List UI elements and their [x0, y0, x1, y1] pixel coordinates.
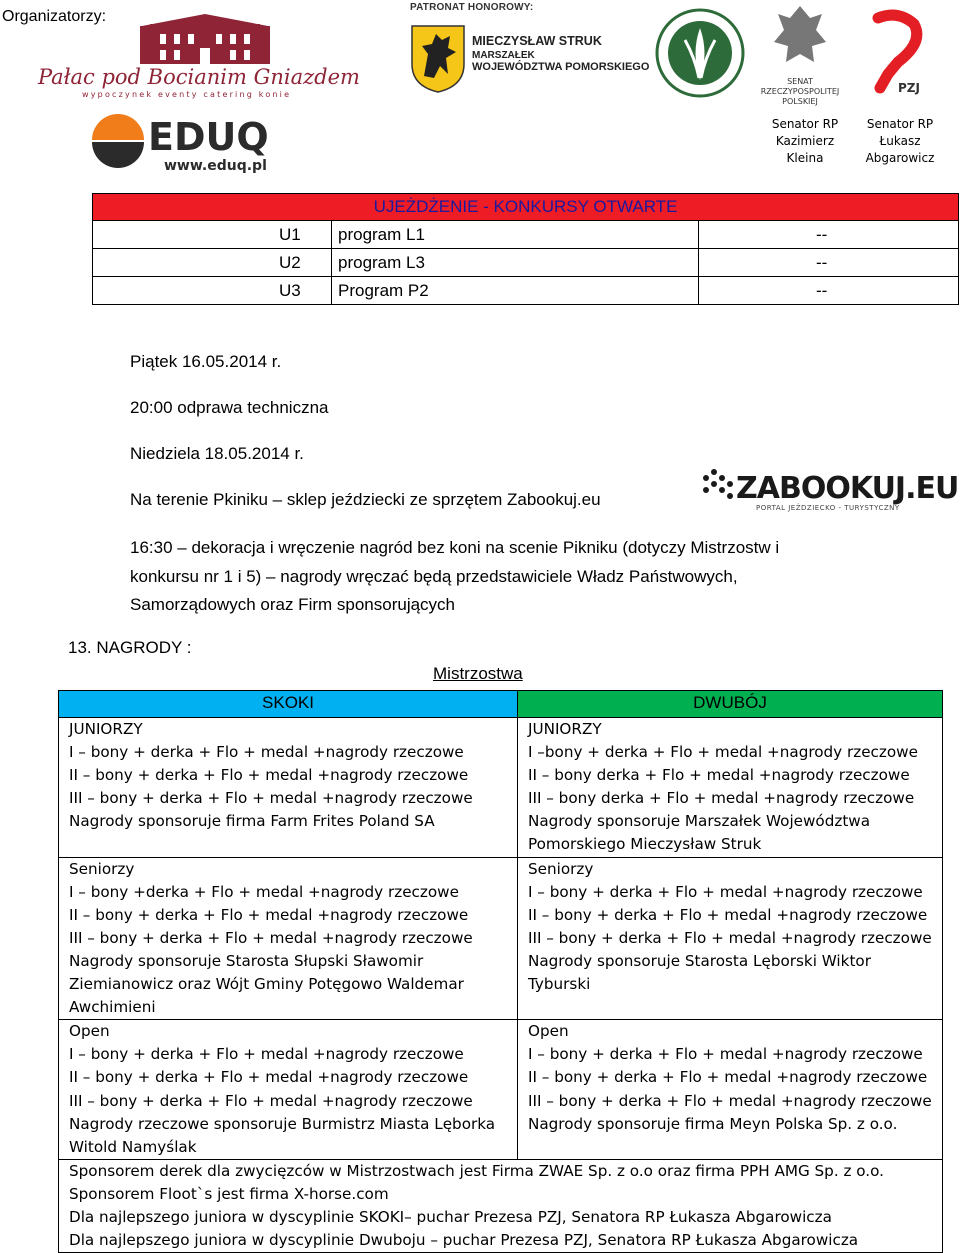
prize-line: III – bony + derka + Flo + medal +nagrody rzeczowe [69, 1091, 473, 1110]
prize-line: JUNIORZY [69, 720, 143, 738]
eduq-logo [88, 104, 268, 180]
zabookuj-tagline: PORTAL JEŹDZIECKO - TURYSTYCZNY [756, 504, 900, 512]
skoki-header: SKOKI [59, 691, 518, 718]
sunday-date: Niedziela 18.05.2014 r. [130, 444, 304, 463]
prize-line: II – bony + derka + Flo + medal +nagrody rzeczowe [69, 1068, 469, 1087]
technical-briefing: 20:00 odprawa techniczna [130, 398, 329, 417]
sponsors-footer-cell [59, 1159, 943, 1252]
senat-text-3: POLSKIEJ [782, 97, 818, 106]
senat-logo [760, 2, 840, 106]
senator-abgarowicz [850, 116, 950, 167]
prize-line: III – bony + derka + Flo + medal +nagrody rzeczowe [528, 1091, 932, 1110]
dwuboj-seniors-cell [518, 857, 943, 1020]
palac-logo [30, 10, 360, 100]
dressage-title: UJEŻDŻENIE - KONKURSY OTWARTE [93, 194, 959, 221]
championship-label: Mistrzostwa [433, 664, 523, 683]
pzj-text: PZJ [898, 81, 920, 95]
dwuboj-header: DWUBÓJ [518, 691, 943, 718]
dressage-code: U1 [93, 221, 332, 249]
table-row [59, 1020, 943, 1160]
patronat-label: PATRONAT HONOROWY: [410, 2, 534, 13]
table-row [59, 718, 943, 858]
palac-tagline: wypoczynek eventy catering konie [82, 90, 292, 99]
prize-line: Nagrody sponsoruje Starosta Słupski Sławomir [69, 951, 424, 970]
dressage-value: -- [699, 249, 959, 277]
prize-line: JUNIORZY [528, 720, 602, 738]
skoki-juniors-cell [59, 718, 518, 858]
prize-line: III – bony derka + Flo + medal +nagrody rzeczowe [528, 789, 915, 808]
sponsor-line: Sponsorem Floot`s jest firma X-horse.com [69, 1184, 389, 1203]
prize-line: I – bony + derka + Flo + medal +nagrody rzeczowe [528, 882, 923, 901]
prize-line: Awchimieni [69, 998, 156, 1017]
ceremony-info [130, 534, 890, 620]
prize-line: II – bony + derka + Flo + medal +nagrody rzeczowe [528, 1068, 928, 1087]
dressage-program: program L3 [332, 249, 699, 277]
prize-line: Seniorzy [69, 859, 135, 878]
pzj-logo [868, 10, 928, 94]
prize-line: Tyburski [528, 975, 591, 994]
dressage-program: Program P2 [332, 277, 699, 305]
senator-1-name: Kazimierz Kleina [775, 134, 835, 165]
senator-2-title: Senator RP [866, 117, 934, 131]
dressage-value: -- [699, 277, 959, 305]
organizers-label: Organizatorzy: [2, 8, 107, 25]
table-row [93, 277, 959, 305]
dressage-table [92, 193, 959, 305]
prize-line: III – bony + derka + Flo + medal +nagrody rzeczowe [69, 789, 473, 808]
dressage-code: U3 [93, 277, 332, 305]
dressage-value: -- [699, 221, 959, 249]
skoki-open-cell [59, 1020, 518, 1160]
prize-line: II – bony derka + Flo + medal +nagrody rzeczowe [528, 766, 910, 785]
prize-line: Open [528, 1022, 569, 1041]
shop-info: Na terenie Pkiniku – sklep jeździecki ze sprzętem Zabookuj.eu [130, 490, 601, 509]
prize-line: II – bony + derka + Flo + medal +nagrody rzeczowe [69, 766, 469, 785]
table-row [93, 221, 959, 249]
senat-text-1: SENAT [787, 77, 813, 86]
prize-line: Nagrody sponsoruje firma Meyn Polska Sp. z o.o. [528, 1114, 898, 1133]
prize-line: Nagrody rzeczowe sponsoruje Burmistrz Miasta Lęborka [69, 1114, 496, 1133]
eduq-url: www.eduq.pl [164, 158, 267, 174]
prize-line: Nagrody sponsoruje firma Farm Frites Poland SA [69, 812, 435, 831]
prize-line: I –bony + derka + Flo + medal +nagrody rzeczowe [528, 743, 918, 762]
sponsor-line: Dla najlepszego juniora w dyscyplinie SKOKI– puchar Prezesa PZJ, Senatora RP Łukasza Abgarowicza [69, 1207, 832, 1226]
prize-line: Pomorskiego Mieczysław Struk [528, 835, 762, 854]
table-row [59, 1159, 943, 1252]
prize-line: II – bony + derka + Flo + medal +nagrody rzeczowe [69, 905, 469, 924]
prize-line: I – bony + derka + Flo + medal +nagrody rzeczowe [69, 1045, 464, 1064]
prize-line: Nagrody sponsoruje Starosta Lęborski Wiktor [528, 951, 871, 970]
prizes-section-label: 13. NAGRODY : [68, 638, 192, 657]
table-row [59, 857, 943, 1020]
eduq-logo-text: EDUQ [148, 115, 269, 159]
prize-line: III – bony + derka + Flo + medal +nagrody rzeczowe [528, 928, 932, 947]
pomorskie-coat-of-arms-icon [410, 24, 466, 94]
ceremony-line: konkursu nr 1 i 5) – nagrody wręczać będą przedstawiciele Władz Państwowych, [130, 566, 738, 586]
senat-text-2: RZECZYPOSPOLITEJ [760, 87, 840, 96]
prize-line: Ziemianowicz oraz Wójt Gminy Potęgowo Waldemar [69, 975, 464, 994]
zabookuj-logo [700, 462, 959, 514]
struk-title-1: MARSZAŁEK [472, 50, 535, 61]
prize-line: I – bony +derka + Flo + medal +nagrody rzeczowe [69, 882, 459, 901]
ministry-seal-icon [655, 8, 745, 98]
sponsor-line: Sponsorem derek dla zwycięzców w Mistrzostwach jest Firma ZWAE Sp. z o.o oraz firma PPH AMG Sp. z o.o. [69, 1161, 884, 1180]
prize-line: Seniorzy [528, 859, 594, 878]
skoki-seniors-cell [59, 857, 518, 1020]
friday-date: Piątek 16.05.2014 r. [130, 352, 282, 371]
senator-1-title: Senator RP [771, 117, 839, 131]
dwuboj-juniors-cell [518, 718, 943, 858]
dwuboj-open-cell [518, 1020, 943, 1160]
senator-2-name: Łukasz Abgarowicz [865, 134, 935, 165]
prize-line: Witold Namyślak [69, 1137, 197, 1156]
palac-logo-text: Pałac pod Bocianim Gniazdem [38, 65, 360, 89]
prize-line: I – bony + derka + Flo + medal +nagrody rzeczowe [69, 743, 464, 762]
prize-line: Open [69, 1022, 110, 1041]
prize-line: III – bony + derka + Flo + medal +nagrody rzeczowe [69, 928, 473, 947]
prize-line: Nagrody sponsoruje Marszałek Województwa [528, 812, 871, 831]
senator-kleina [760, 116, 850, 167]
prize-line: II – bony + derka + Flo + medal +nagrody rzeczowe [528, 905, 928, 924]
sponsor-line: Dla najlepszego juniora w dyscyplinie Dwuboju – puchar Prezesa PZJ, Senatora RP Łukasza Abgarowicza [69, 1231, 859, 1250]
prizes-table [58, 690, 943, 1253]
dressage-code: U2 [93, 249, 332, 277]
prize-line: I – bony + derka + Flo + medal +nagrody rzeczowe [528, 1045, 923, 1064]
ceremony-line: Samorządowych oraz Firm sponsorujących [130, 595, 456, 614]
table-row [93, 249, 959, 277]
dressage-program: program L1 [332, 221, 699, 249]
struk-name: MIECZYSŁAW STRUK [472, 34, 602, 48]
struk-title-2: WOJEWÓDZTWA POMORSKIEGO [472, 61, 650, 73]
ceremony-line: 16:30 – dekoracja i wręczenie nagród bez koni na scenie Pikniku (dotyczy Mistrzostw i [130, 538, 780, 557]
zabookuj-logo-text: ZABOOKUJ.EU [736, 471, 959, 506]
